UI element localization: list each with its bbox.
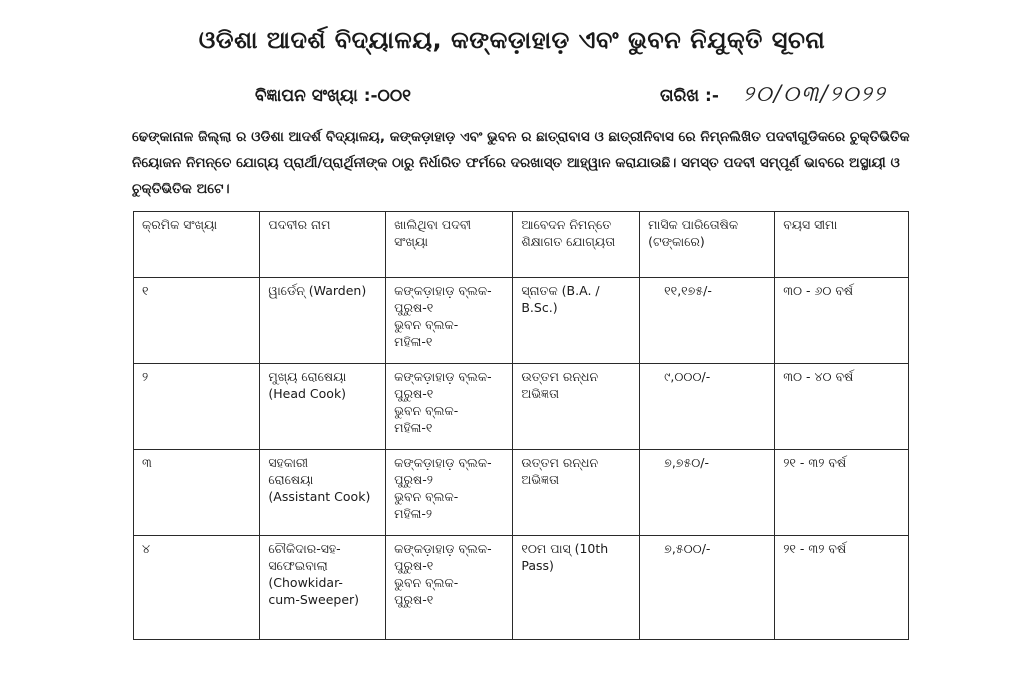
advertisement-number: ବିଜ୍ଞାପନ ସଂଖ୍ୟା :-୦୦୧ bbox=[255, 86, 412, 106]
cell-vacancy bbox=[386, 450, 513, 536]
cell-post bbox=[260, 278, 386, 364]
cell-serial: ୪ bbox=[134, 536, 260, 640]
vacancy-table bbox=[133, 211, 909, 640]
cell-serial: ୩ bbox=[134, 450, 260, 536]
header-age: ବୟସ ସୀମା bbox=[775, 212, 909, 278]
post-line: ସଫେଇବାଲା bbox=[268, 558, 328, 573]
cell-salary: ୯,୦୦୦/- bbox=[640, 364, 775, 450]
post-line: (Assistant Cook) bbox=[268, 489, 371, 504]
cell-vacancy bbox=[386, 278, 513, 364]
cell-post bbox=[260, 450, 386, 536]
qualification-line: Pass) bbox=[521, 558, 554, 573]
vacancy-line: ଭୁବନ ବ୍ଲକ- bbox=[394, 317, 459, 332]
cell-age: ୩୦ - ୪୦ ବର୍ଷ bbox=[775, 364, 909, 450]
qualification-line: ୧୦ମ ପାସ୍ (10th bbox=[521, 541, 609, 556]
cell-serial: ୨ bbox=[134, 364, 260, 450]
header-line: ଆବେଦନ ନିମନ୍ତେ bbox=[521, 217, 612, 232]
cell-post bbox=[260, 364, 386, 450]
header-line: (ଟଙ୍କାରେ) bbox=[648, 234, 705, 249]
cell-qualification bbox=[513, 450, 640, 536]
vacancy-line: ପୁରୁଷ-୧ bbox=[394, 300, 434, 315]
post-line: ସହକାରୀ bbox=[268, 455, 309, 470]
handwritten-date: ୨୦/୦୩/୨୦୨୨ bbox=[742, 82, 887, 107]
cell-vacancy bbox=[386, 536, 513, 640]
qualification-line: ଅଭିଜ୍ଞତା bbox=[521, 472, 560, 487]
vacancy-line: କଙ୍କଡ଼ାହାଡ଼ ବ୍ଲକ- bbox=[394, 455, 492, 470]
cell-age: ୩୦ - ୬୦ ବର୍ଷ bbox=[775, 278, 909, 364]
cell-salary: ୭,୫୦୦/- bbox=[640, 536, 775, 640]
table-header-row bbox=[134, 212, 909, 278]
header-salary bbox=[640, 212, 775, 278]
header-line: ଖାଲିଥିବା ପଦବୀ bbox=[394, 217, 472, 232]
vacancy-line: ପୁରୁଷ-୨ bbox=[394, 472, 433, 487]
cell-serial: ୧ bbox=[134, 278, 260, 364]
cell-salary: ୧୧,୧୭୫/- bbox=[640, 278, 775, 364]
post-line: ୱାର୍ଡେନ୍ (Warden) bbox=[268, 283, 367, 298]
date-block bbox=[660, 82, 887, 107]
qualification-line: ଉତ୍ତମ ରନ୍ଧନ bbox=[521, 455, 599, 470]
table-row bbox=[134, 536, 909, 640]
cell-qualification bbox=[513, 278, 640, 364]
vacancy-line: ଭୁବନ ବ୍ଲକ- bbox=[394, 489, 459, 504]
cell-qualification bbox=[513, 536, 640, 640]
post-line: ମୁଖ୍ୟ ରୋଷେୟା bbox=[268, 369, 347, 384]
date-label: ତାରିଖ :- bbox=[660, 86, 719, 106]
header-vacancy bbox=[386, 212, 513, 278]
cell-salary: ୭,୭୫୦/- bbox=[640, 450, 775, 536]
post-line: ଚୌକିଦାର-ସହ- bbox=[268, 541, 341, 556]
header-serial: କ୍ରମିକ ସଂଖ୍ୟା bbox=[134, 212, 260, 278]
table-row bbox=[134, 450, 909, 536]
post-line: cum-Sweeper) bbox=[268, 592, 360, 607]
header-line: ମାସିକ bbox=[648, 217, 678, 232]
header-qualification bbox=[513, 212, 640, 278]
qualification-line: ଅଭିଜ୍ଞତା bbox=[521, 386, 560, 401]
header-line: ଶିକ୍ଷାଗତ ଯୋଗ୍ୟତା bbox=[521, 234, 616, 249]
table-row bbox=[134, 278, 909, 364]
qualification-line: ସ୍ନାତକ (B.A. / bbox=[521, 283, 600, 298]
cell-age: ୨୧ - ୩୨ ବର୍ଷ bbox=[775, 536, 909, 640]
qualification-line: ଉତ୍ତମ ରନ୍ଧନ bbox=[521, 369, 599, 384]
vacancy-line: ପୁରୁଷ-୧ bbox=[394, 386, 434, 401]
vacancy-line: ମହିଳା-୧ bbox=[394, 420, 433, 435]
intro-paragraph bbox=[132, 124, 912, 202]
vacancy-line: ପୁରୁଷ-୧ bbox=[394, 592, 434, 607]
cell-post bbox=[260, 536, 386, 640]
intro-line: ନିୟୋଜନ ନିମନ୍ତେ ଯୋଗ୍ୟ ପ୍ରାର୍ଥୀ/ପ୍ରାର୍ଥିନୀଙ୍କ ଠାରୁ ନିର୍ଧାରିତ ଫର୍ମରେ ଦରଖାସ୍ତ ଆହ୍ୱାନ କରାଯାଉଛି। ସମସ୍ତ ପଦବୀ ସମ୍ପୂର୍ଣ ଭାବରେ ଅସ୍ଥାୟୀ ଓ bbox=[132, 155, 900, 171]
post-line: ରୋଷେୟା bbox=[268, 472, 314, 487]
vacancy-line: ପୁରୁଷ-୧ bbox=[394, 558, 434, 573]
header-line: ସଂଖ୍ୟା bbox=[394, 234, 429, 249]
header-post: ପଦବୀର ନାମ bbox=[260, 212, 386, 278]
page-title: ଓଡିଶା ଆଦର୍ଶ ବିଦ୍ୟାଳୟ, କଙ୍କଡ଼ାହାଡ଼ ଏବଂ ଭୁବନ ନିଯୁକ୍ତି ସୂଚନା bbox=[198, 26, 826, 54]
qualification-line: B.Sc.) bbox=[521, 300, 558, 315]
intro-line: ଢେଙ୍କାନାଳ ଜିଲ୍ଲା ର ଓଡିଶା ଆଦର୍ଶ ବିଦ୍ୟାଳୟ, କଙ୍କଡ଼ାହାଡ଼ ଏବଂ ଭୁବନ ର ଛାତ୍ରାବାସ ଓ ଛାତ୍ରୀନିବାସ ରେ ନିମ୍ନଲିଖିତ ପଦବୀଗୁଡିକରେ ଚୁକ୍ତିଭିତିକ bbox=[132, 129, 910, 145]
header-line: ପାରିତୋଷିକ bbox=[681, 217, 739, 232]
vacancy-line: କଙ୍କଡ଼ାହାଡ଼ ବ୍ଲକ- bbox=[394, 541, 492, 556]
vacancy-line: ଭୁବନ ବ୍ଲକ- bbox=[394, 575, 459, 590]
cell-vacancy bbox=[386, 364, 513, 450]
vacancy-line: କଙ୍କଡ଼ାହାଡ଼ ବ୍ଲକ- bbox=[394, 369, 492, 384]
vacancy-line: ମହିଳା-୨ bbox=[394, 506, 433, 521]
post-line: (Chowkidar- bbox=[268, 575, 343, 590]
post-line: (Head Cook) bbox=[268, 386, 347, 401]
vacancy-line: କଙ୍କଡ଼ାହାଡ଼ ବ୍ଲକ- bbox=[394, 283, 492, 298]
intro-line: ଚୁକ୍ତିଭିତିକ ଅଟେ। bbox=[132, 181, 230, 197]
cell-age: ୨୧ - ୩୨ ବର୍ଷ bbox=[775, 450, 909, 536]
vacancy-line: ମହିଳା-୧ bbox=[394, 334, 433, 349]
cell-qualification bbox=[513, 364, 640, 450]
table-row bbox=[134, 364, 909, 450]
vacancy-line: ଭୁବନ ବ୍ଲକ- bbox=[394, 403, 459, 418]
